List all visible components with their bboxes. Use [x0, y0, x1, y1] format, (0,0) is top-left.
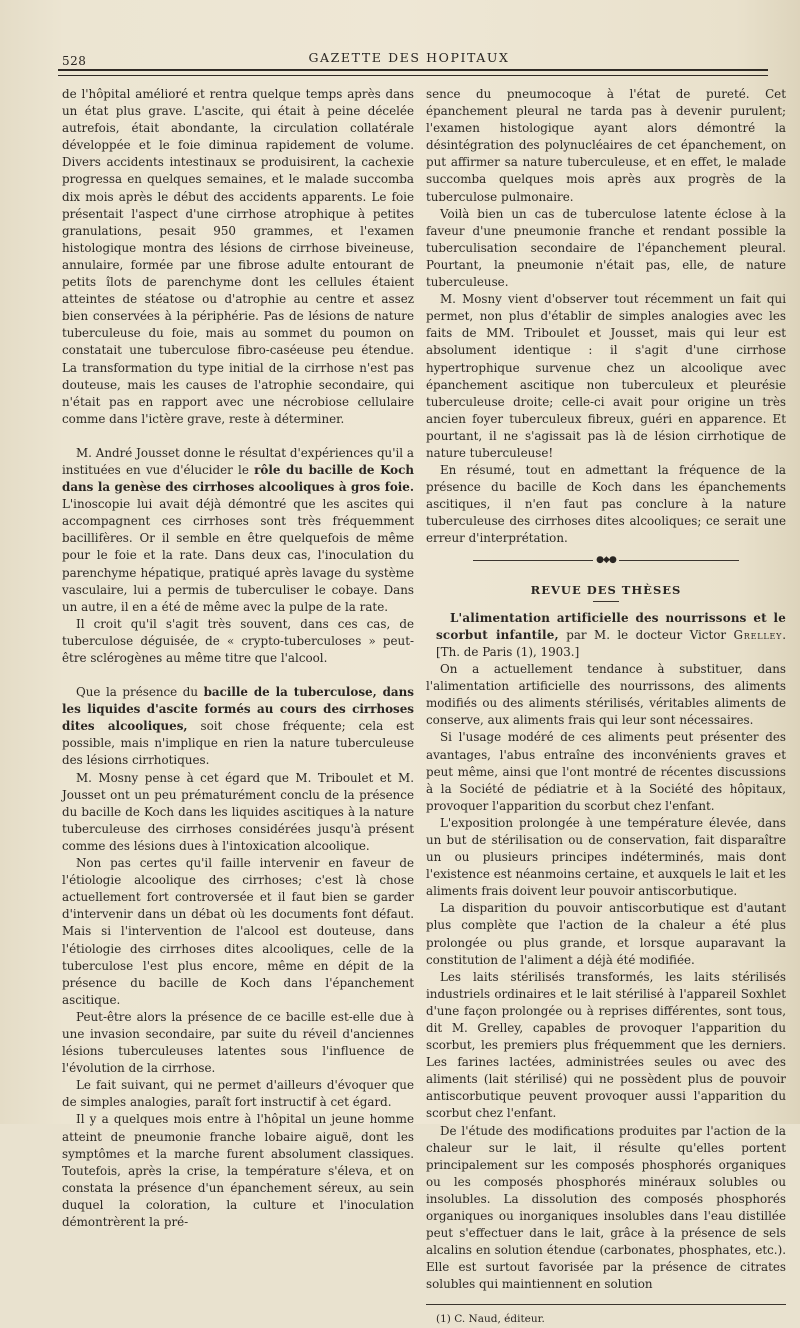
paragraph: M. Mosny pense à cet égard que M. Triboulet et M. Jousset ont un peu prématurément conclu de la présence du bacille de Koch dans les liquides ascitiques à la nature tuberculeuse des cirrhoses considérées jusqu'à présent comme des lésions dues à l'intoxication alcoolique. [62, 770, 414, 853]
section-title: REVUE DES THÈSES [530, 582, 682, 597]
section-rule [593, 601, 619, 602]
left-column [62, 86, 414, 1231]
paragraph: de l'hôpital amélioré et rentra quelque temps après dans un état plus grave. L'ascite, qui était à peine décelée autrefois, était abondante, la circulation collatérale développée et le foie diminua rapidement de volume. Divers accidents intestinaux se produisirent, la cachexie progressa en quelques semaines, et le malade succomba dix mois après le début des accidents apparents. Le foie présentait l'aspect d'une cirrhose atrophique à petites granulations, pesait 950 grammes, et l'examen histologique montra des lésions de cirrhose biveineuse, annulaire, formée par une fibrose adulte entourant de petits îlots de parenchyme dont les cellules étaient atteintes de stéatose ou d'atrophie au centre et assez bien conservées à la périphérie. Pas de lésions de nature tuberculeuse du foie, mais au sommet du poumon on constatait une tuberculose fibro-caséeuse peu étendue. La transformation du type initial de la cirrhose n'est pas douteuse, mais les causes de l'atrophie secondaire, qui n'était pas en rapport avec une nécrobiose cellulaire comme dans l'ictère grave, reste à déterminer. [62, 87, 414, 426]
paragraph: sence du pneumocoque à l'état de pureté. Cet épanchement pleural ne tarda pas à devenir purulent; l'examen histologique ayant alors démontré la désintégration des polynucléaires de cet épanchement, on put affirmer sa nature tuberculeuse, et en effet, le malade succomba quelques mois après aux progrès de la tuberculose pulmonaire. [426, 87, 786, 204]
ornamental-divider: ●◆● [426, 552, 786, 570]
paragraph: Si l'usage modéré de ces aliments peut présenter des avantages, l'abus entraîne des inconvénients graves et peut même, ainsi que l'ont montré de récentes discussions à la Société de pédiatrie et à la Société des hôpitaux, provoquer l'apparition du scorbut chez l'enfant. [426, 730, 786, 813]
bold-phrase: rôle du bacille de Koch dans la genèse des cirrhoses alcooliques à gros foie. [62, 462, 414, 495]
paragraph: M. Mosny vient d'observer tout récemment un fait qui permet, non plus d'établir de simples analogies avec les faits de MM. Triboulet et Jousset, mais qui leur est absolument identique : il s'agit d'une cirrhose hypertrophique survenue chez un alcoolique avec épanchement ascitique non tuberculeux et pleurésie tuberculeuse droite; celle-ci avait pour origine un très ancien foyer tuberculeux fibreux, guéri en apparence. Et pourtant, il ne s'agissait pas là de lésion cirrhotique de nature tuberculeuse! [426, 292, 786, 460]
paragraph: Les laits stérilisés transformés, les laits stérilisés industriels ordinaires et le lait stérilisé à l'appareil Soxhlet d'une façon prolongée ou à reprises différentes, sont tous, dit M. Grelley, capables de provoquer l'apparition du scorbut, les premiers plus fréquemment que les derniers. Les farines lactées, administrées seules ou avec des aliments (lait stérilisé) qui ne possèdent plus de pouvoir antiscorbutique peuvent provoquer aussi l'apparition du scorbut chez l'enfant. [426, 969, 786, 1121]
paragraph: De l'étude des modifications produites par l'action de la chaleur sur le lait, il résulte qu'elles portent principalement sur les composés phosphorés organiques ou les composés phosphorés minéraux solubles ou insolubles. La dissolution des composés phosphorés organiques ou inorganiques insolubles dans l'eau distillée peut s'effectuer dans le lait, grâce à la présence de sels alcalins en solution étendue (carbonates, phosphates, etc.). Elle est surtout favorisée par la présence de citrates solubles qui maintiennent en solution [426, 1123, 786, 1292]
running-title: GAZETTE DES HOPITAUX [308, 50, 510, 65]
paragraph: On a actuellement tendance à substituer, dans l'alimentation artificielle des nourrissons, des aliments modifiés ou des aliments stérilisés, véritables aliments de conserve, aux aliments frais qui leur sont nécessaires. [426, 662, 786, 728]
paragraph: M. André Jousset donne le résultat d'expériences qu'il a instituées en vue d'élucider le rôle du bacille de Koch dans la genèse des cirrhoses alcooliques à gros foie. L'inoscopie lui avait déjà démontré que les ascites qui accompagnent ces cirrhoses sont très fréquemment bacillifères. Or il semble en être quelquefois de même pour le foie et la rate. Dans deux cas, l'inoculation du parenchyme hépatique, pratiqué après lavage du système vasculaire, lui a permis de tuberculiser le cobaye. Dans un autre, il en a été de même avec la pulpe de la rate. [62, 445, 414, 614]
paragraph: Le fait suivant, qui ne permet d'ailleurs d'évoquer que de simples analogies, paraît fort instructif à cet égard. [62, 1078, 414, 1110]
review-author: Grelley [733, 627, 783, 642]
paragraph: En résumé, tout en admettant la fréquence de la présence du bacille de Koch dans les épanchements ascitiques, il n'en faut pas conclure à la nature tuberculeuse des cirrhoses dites alcooliques; ce serait une erreur d'interprétation. [426, 463, 786, 546]
page-header [58, 44, 760, 66]
paragraph: Voilà bien un cas de tuberculose latente éclose à la faveur d'une pneumonie franche et rendant possible la tuberculisation secondaire de l'épanchement pleural. Pourtant, la pneumonie n'était pas, elle, de nature tuberculeuse. [426, 206, 786, 290]
paragraph: L'exposition prolongée à une température élevée, dans un but de stérilisation ou de conservation, fait disparaître un ou plusieurs principes indéterminés, mais dont l'existence est néanmoins certaine, et auxquels le lait et les aliments frais doivent leur pouvoir antiscorbutique. [426, 815, 786, 899]
bold-phrase: bacille de la tuberculose, dans les liquides d'ascite formés au cours des cirrhoses dites alcooliques, [62, 685, 414, 734]
page-number: 528 [62, 54, 87, 68]
paragraph: Il y a quelques mois entre à l'hôpital un jeune homme atteint de pneumonie franche lobaire aiguë, dont les symptômes et la marche furent absolument classiques. Toutefois, après la crise, la température s'éleva, et on constata la présence d'un épanchement séreux, au sein duquel la coloration, la culture et l'inoculation démontrèrent la pré- [62, 1112, 414, 1229]
paragraph: Non pas certes qu'il faille intervenir en faveur de l'étiologie alcoolique des cirrhoses; c'est là chose actuellement fort controversée et il faut bien se garder d'intervenir dans un débat où les documents font défaut. Mais si l'intervention de l'alcool est douteuse, dans l'étiologie des cirrhoses dites alcooliques, celle de la tuberculose l'est plus encore, même en dépit de la présence du bacille de Koch dans l'épanchement ascitique. [62, 856, 414, 1007]
header-rule [58, 69, 768, 76]
paragraph: Il croit qu'il s'agit très souvent, dans ces cas, de tuberculose déguisée, de « crypto-tuberculoses » peut-être sclérogènes au même titre que l'alcool. [62, 616, 414, 665]
right-column [426, 86, 786, 1328]
footnote-rule [426, 1304, 786, 1305]
paragraph: Peut-être alors la présence de ce bacille est-elle due à une invasion secondaire, par suite du réveil d'anciennes lésions tuberculeuses latentes sous l'influence de l'évolution de la cirrhose. [62, 1009, 414, 1076]
paragraph: La disparition du pouvoir antiscorbutique est d'autant plus complète que l'action de la chaleur a été plus prolongée ou plus grande, et lorsque auparavant la constitution de l'aliment a déjà été modifiée. [426, 901, 786, 967]
footnote: (1) C. Naud, éditeur. [436, 1312, 545, 1325]
paragraph: Que la présence du bacille de la tuberculose, dans les liquides d'ascite formés au cours des cirrhoses dites alcooliques, soit chose fréquente; cela est possible, mais n'implique en rien la nature tuberculeuse des lésions cirrhotiques. [62, 685, 414, 768]
review-heading: L'alimentation artificielle des nourrissons et le scorbut infantile, par M. le docteur Victor Grelley. [Th. de Paris (1), 1903.] [436, 610, 786, 659]
review-title: L'alimentation artificielle des nourrissons et le scorbut infantile, [436, 610, 786, 642]
